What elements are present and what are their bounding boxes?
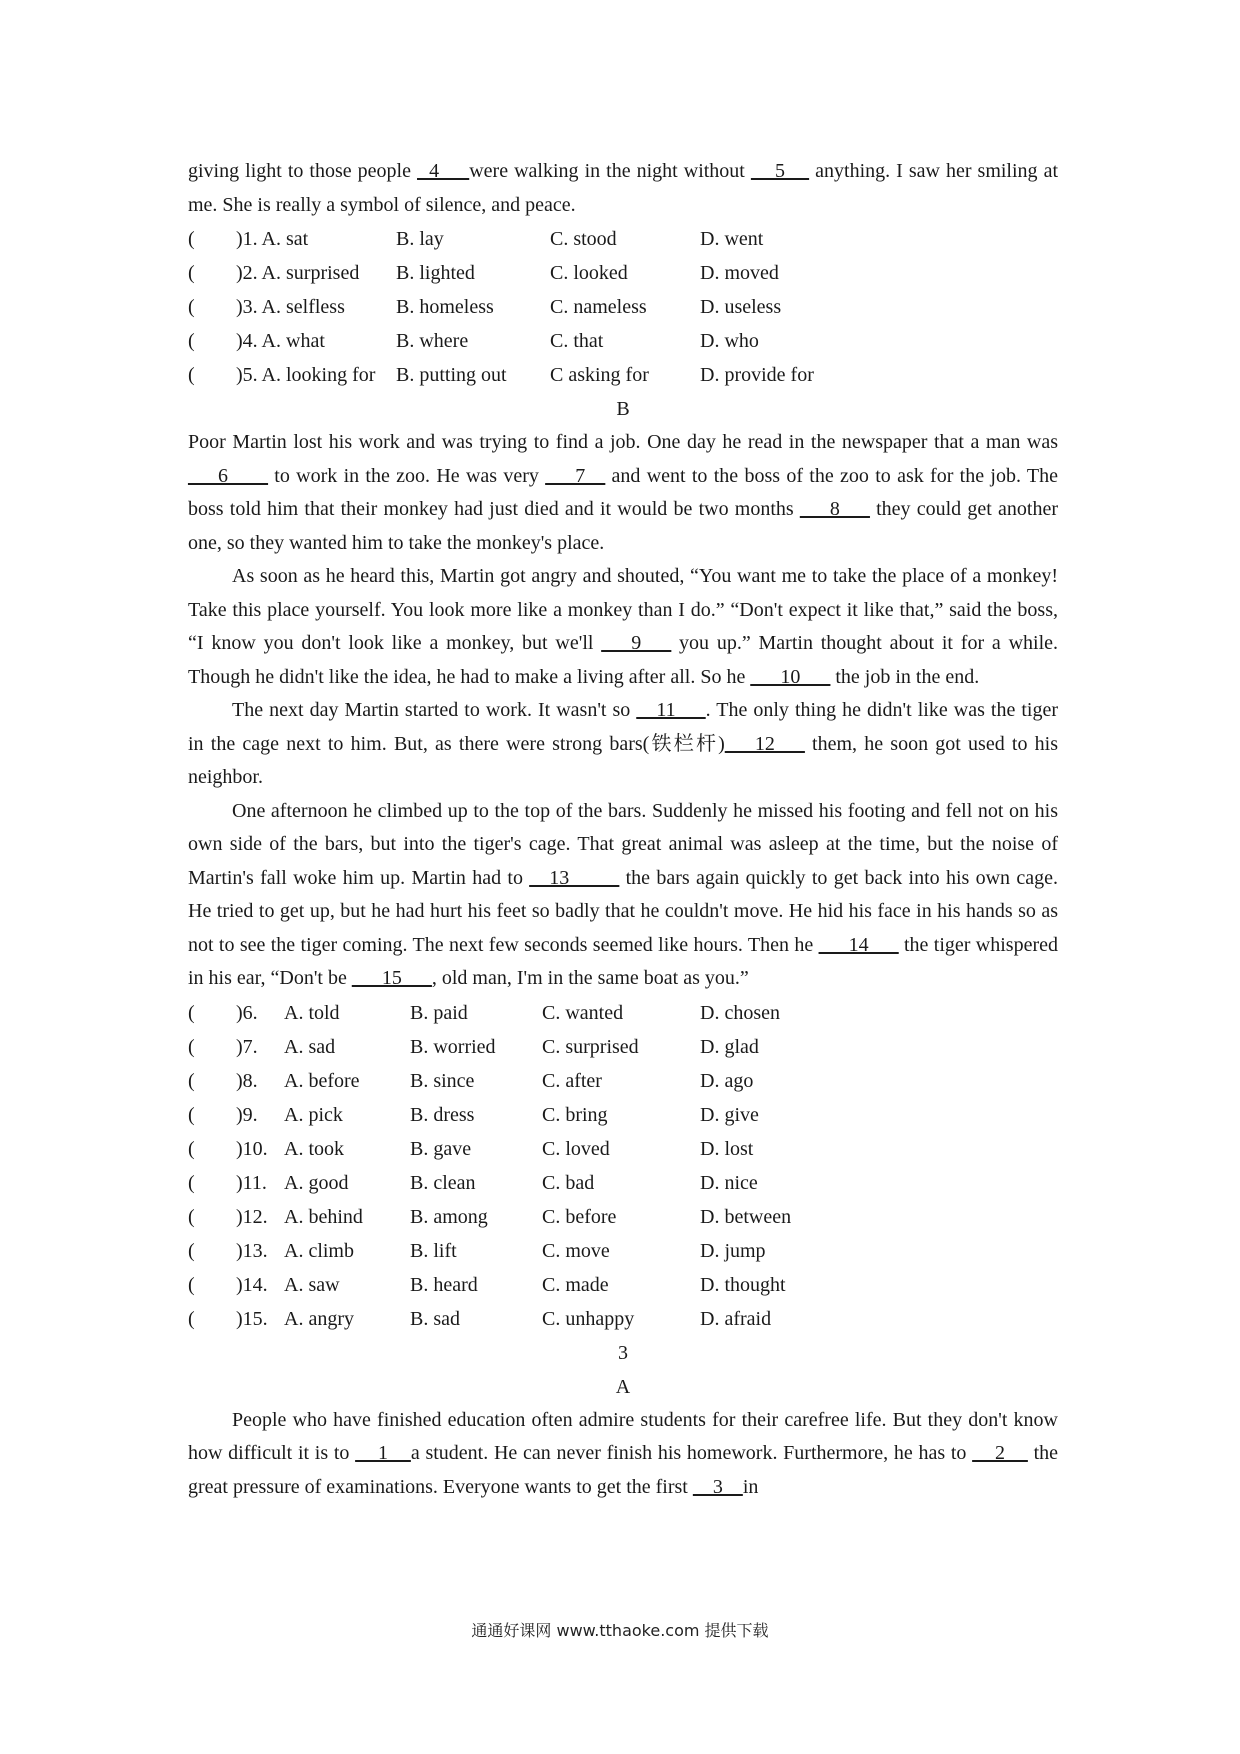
- text: were walking in the night without: [469, 160, 751, 182]
- option-d: D. useless: [700, 296, 782, 318]
- option-a: A. behind: [284, 1205, 363, 1228]
- option-d: D. went: [700, 228, 764, 250]
- option-c: C. that: [550, 330, 604, 352]
- option-d: D. nice: [700, 1171, 758, 1194]
- question-row: [188, 1200, 1058, 1234]
- option-b: B. homeless: [396, 296, 494, 318]
- option-a: A. climb: [284, 1239, 354, 1262]
- text: they could get another one, so they wanted him to take the monkey's place.: [188, 498, 1058, 554]
- option-d: D. give: [700, 1103, 759, 1126]
- option-c: C asking for: [550, 364, 649, 386]
- option-d: D. lost: [700, 1137, 754, 1160]
- question-row: [188, 1166, 1058, 1200]
- passage-b-paragraph-1: [188, 426, 1058, 560]
- blank-9: ___9___: [601, 632, 672, 654]
- text: them, he soon got used to his neighbor.: [188, 732, 1059, 788]
- text: Poor Martin lost his work and was trying to find a job. One day he read in the newspaper that a man was: [188, 431, 1058, 453]
- answer-paren[interactable]: (: [188, 1307, 195, 1330]
- option-b: B. where: [396, 330, 469, 352]
- text: and went to the boss of the zoo to ask for the job. The boss told him that their monkey had just died and it would be two months: [188, 464, 1058, 520]
- passage-b-paragraph-3: [188, 694, 1058, 795]
- option-c: C. before: [542, 1205, 617, 1228]
- option-a: A. before: [284, 1069, 360, 1092]
- blank-2: 2: [972, 1442, 1028, 1464]
- answer-paren[interactable]: (: [188, 228, 195, 250]
- question-row: [188, 1030, 1058, 1064]
- section-number-3: 3: [618, 1341, 628, 1364]
- text: to work in the zoo. He was very: [268, 464, 546, 487]
- passage-b-paragraph-4: [188, 795, 1058, 996]
- option-d: D. jump: [700, 1239, 766, 1262]
- question-number: )9.: [236, 1103, 258, 1126]
- option-c: C. move: [542, 1239, 610, 1262]
- option-b: B. lay: [396, 228, 444, 250]
- option-c: C. nameless: [550, 296, 647, 318]
- text: a student. He can never finish his homework. Furthermore, he has to: [410, 1442, 973, 1464]
- option-b: B. lift: [410, 1239, 457, 1262]
- option-d: D. chosen: [700, 1001, 780, 1024]
- question-row: ( )1. A. sat B. lay C. stood D. went: [188, 222, 1058, 256]
- text: you up.” Martin thought about it for a while. Though he didn't like the idea, he had to make a living after all. So he: [188, 632, 1059, 688]
- option-b: B. sad: [410, 1307, 460, 1330]
- section-heading-a: A: [615, 1375, 631, 1398]
- option-a: [236, 324, 396, 358]
- answer-paren[interactable]: (: [188, 1001, 195, 1024]
- question-row: ( )4. A. what B. where C. that D. who: [188, 324, 1058, 358]
- option-c: C. bad: [542, 1171, 595, 1194]
- question-row: [188, 1234, 1058, 1268]
- option-b: B. worried: [410, 1035, 496, 1058]
- text: , old man, I'm in the same boat as you.”: [431, 967, 749, 989]
- blank-14: ___14___: [818, 933, 899, 956]
- option-a: A. took: [284, 1137, 344, 1160]
- question-row: [188, 1132, 1058, 1166]
- question-row: [188, 1302, 1058, 1336]
- text: . The only thing he didn't like was the tiger in the cage next to him. But, as there were strong bars(铁栏杆): [188, 699, 1058, 755]
- worksheet-page: [188, 155, 1058, 1504]
- question-number: )14.: [236, 1273, 268, 1296]
- option-d: D. who: [700, 330, 759, 352]
- question-number: )13.: [236, 1239, 268, 1262]
- question-number: )8.: [236, 1069, 258, 1092]
- question-row: [188, 1268, 1058, 1302]
- answer-paren[interactable]: (: [188, 1069, 195, 1092]
- option-d: D. glad: [700, 1035, 759, 1058]
- question-number: )7.: [236, 1035, 258, 1058]
- option-b: B. heard: [410, 1273, 478, 1296]
- question-list-6-15: [188, 996, 1058, 1336]
- option-b: B. clean: [410, 1171, 476, 1194]
- answer-paren[interactable]: (: [188, 1171, 195, 1194]
- option-d: D. provide for: [700, 364, 814, 386]
- answer-paren[interactable]: (: [188, 330, 195, 352]
- answer-paren[interactable]: (: [188, 1239, 195, 1262]
- question-row: ( )3. A. selfless B. homeless C. nameless D. useless: [188, 290, 1058, 324]
- option-d: D. ago: [700, 1069, 754, 1092]
- option-d: D. afraid: [700, 1307, 772, 1330]
- option-b: B. among: [410, 1205, 488, 1228]
- question-row: ( )2. A. surprised B. lighted C. looked D. moved: [188, 256, 1058, 290]
- answer-paren[interactable]: (: [188, 1103, 195, 1126]
- answer-paren[interactable]: (: [188, 364, 195, 386]
- option-c: C. loved: [542, 1137, 610, 1160]
- blank-6: ___6____: [188, 464, 268, 487]
- passage-3a-paragraph-1: [188, 1404, 1058, 1505]
- question-number: )6.: [236, 1001, 258, 1024]
- option-c: C. surprised: [542, 1035, 639, 1058]
- text: The next day Martin started to work. It wasn't so: [232, 699, 637, 721]
- question-list-1-5: [188, 222, 1058, 392]
- question-row: [188, 1098, 1058, 1132]
- answer-paren[interactable]: (: [188, 1035, 195, 1058]
- question-row: [188, 996, 1058, 1030]
- option-c: C. after: [542, 1069, 602, 1092]
- answer-paren[interactable]: (: [188, 262, 195, 284]
- text: anything. I saw her smiling at me. She is really a symbol of silence, and peace.: [188, 160, 1059, 216]
- answer-paren[interactable]: (: [188, 1205, 195, 1228]
- option-c: C. unhappy: [542, 1307, 635, 1330]
- blank-10: ___10___: [750, 665, 831, 688]
- option-a: A. sad: [284, 1035, 336, 1058]
- option-a: A. pick: [284, 1103, 343, 1126]
- text: People who have finished education often admire students for their carefree life. But they don't know how difficult it is to: [188, 1408, 1058, 1464]
- blank-8: ___8___: [799, 498, 870, 520]
- question-row: [188, 1064, 1058, 1098]
- option-a: [236, 358, 396, 392]
- answer-paren[interactable]: (: [188, 1273, 195, 1296]
- option-a: A. told: [284, 1001, 340, 1024]
- option-d: D. moved: [700, 262, 779, 284]
- option-d: D. between: [700, 1205, 792, 1228]
- text: As soon as he heard this, Martin got angry and shouted, “You want me to take the place of a monkey! Take this place yourself. You look more like a monkey than I do.” “Don't expect it like that,” said the boss, “I know you don't look like a monkey, but we'll: [188, 565, 1058, 654]
- blank-12: ___12___: [724, 732, 805, 755]
- option-b: B. gave: [410, 1137, 472, 1160]
- section-heading-b: B: [616, 398, 630, 420]
- option-a: [236, 290, 396, 324]
- text: the bars again quickly to get back into his own cage. He tried to get up, but he had hurt his feet so badly that he couldn't move. He hid his face in his hands so as not to see the tiger coming. The next few seconds seemed like hours. Then he: [188, 866, 1059, 956]
- blank-13: __13_____: [529, 866, 620, 889]
- option-a: A. angry: [284, 1307, 354, 1330]
- text: One afternoon he climbed up to the top of the bars. Suddenly he missed his footing and fell not on his own side of the bars, but into the tiger's cage. That great animal was asleep at the time, but the noise of Martin's fall woke him up. Martin had to: [188, 799, 1058, 889]
- option-a: A. good: [284, 1171, 349, 1194]
- answer-paren[interactable]: (: [188, 296, 195, 318]
- option-c: C. stood: [550, 228, 617, 250]
- blank-5: 5: [750, 160, 810, 182]
- option-c: C. wanted: [542, 1001, 624, 1024]
- blank-3: 3: [692, 1475, 743, 1498]
- option-b: B. dress: [410, 1103, 475, 1126]
- text: the job in the end.: [830, 665, 980, 688]
- option-a: A. saw: [284, 1273, 340, 1296]
- blank-4: 4: [417, 160, 470, 182]
- option-b: B. paid: [410, 1001, 468, 1024]
- blank-1: 1: [355, 1442, 411, 1464]
- footer-source-note: 通通好课网 www.tthaoke.com 提供下载: [471, 1621, 769, 1640]
- option-a: [236, 222, 396, 256]
- question-number: )15.: [236, 1307, 268, 1330]
- option-a: [236, 256, 396, 290]
- option-b: B. putting out: [396, 364, 507, 386]
- blank-15: ___15___: [351, 967, 432, 989]
- option-c: C. looked: [550, 262, 628, 284]
- option-d: D. thought: [700, 1273, 786, 1296]
- text: in: [742, 1475, 759, 1498]
- text: the great pressure of examinations. Everyone wants to get the first: [188, 1442, 1059, 1498]
- text: giving light to those people: [188, 160, 418, 182]
- blank-11: __11___: [636, 699, 706, 721]
- option-b: B. lighted: [396, 262, 475, 284]
- question-number: )10.: [236, 1137, 268, 1160]
- blank-7: ___7__: [545, 464, 606, 487]
- answer-paren[interactable]: (: [188, 1137, 195, 1160]
- question-number: )12.: [236, 1205, 268, 1228]
- option-c: C. bring: [542, 1103, 608, 1126]
- passage-a-tail: [188, 155, 1058, 222]
- question-number: )11.: [236, 1171, 267, 1194]
- text: the tiger whispered in his ear, “Don't be: [188, 933, 1058, 989]
- option-b: B. since: [410, 1069, 475, 1092]
- question-row: ( )5. A. looking for B. putting out C asking for D. provide for: [188, 358, 1058, 392]
- passage-b-paragraph-2: [188, 560, 1058, 694]
- option-c: C. made: [542, 1273, 609, 1296]
